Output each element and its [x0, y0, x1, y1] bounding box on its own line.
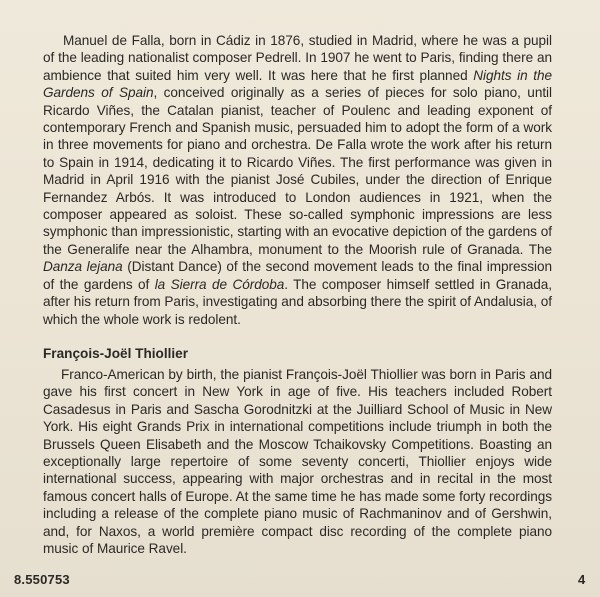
thiollier-text: Franco-American by birth, the pianist François-Joël Thiollier was born in Paris and gave his first concert in New York in age of five. His teachers included Robert Casadesus in Paris and Sascha Gorodnitzki at the Juilliard School of Music in New York. His eight Grands Prix in international competitions include triumph in both the Brussels Queen Elisabeth and the Moscow Tchaikovsky Competitions. Boasting an exceptionally large repertoire of some seventy concerti, Thiollier enjoys wide international success, appearing with major orchestras and in recital in the most famous concert halls of Europe. At the same time he has made some forty recordings including a release of the complete piano music of Rachmaninov and of Gershwin, and, for Naxos, a world première compact disc recording of the complete piano music of Maurice Ravel.	[43, 367, 552, 557]
falla-text-3: (Distant Dance) of the second movement leads to the final impression of the gardens of	[43, 259, 552, 292]
falla-text-2: , conceived originally as a series of pieces for solo piano, until Ricardo Viñes, the Catalan pianist, teacher of Poulenc and leading exponent of contemporary French and Spanish music, persuaded him to adopt the form of a work in three movements for piano and orchestra. De Falla wrote the work after his return to Spain in 1914, dedicating it to Ricardo Viñes. The first performance was given in Madrid in April 1916 with the pianist José Cubiles, under the direction of Enrique Fernandez Arbós. It was introduced to London audiences in 1921, when the composer appeared as soloist. These so-called symphonic impressions are less symphonic than impressionistic, starting with an evocative depiction of the gardens of the Generalife near the Alhambra, monument to the Moorish rule of Granada. The	[43, 85, 552, 257]
falla-text-1: Manuel de Falla, born in Cádiz in 1876, studied in Madrid, where he was a pupil of the leading nationalist composer Pedrell. In 1907 he went to Paris, finding there an ambience that suited him very well. It was here that he first planned	[43, 33, 552, 83]
falla-text-4: . The composer himself settled in Granada, after his return from Paris, investigating and absorbing there the spirit of Andalusia, of which the whole work is redolent.	[43, 276, 553, 327]
thiollier-paragraph	[43, 366, 552, 557]
sierra-title: la Sierra de Córdoba	[154, 276, 285, 292]
catalog-number: 8.550753	[14, 572, 70, 587]
danza-title: Danza lejana	[43, 259, 123, 275]
section-heading: François-Joël Thiollier	[43, 346, 189, 361]
page-number: 4	[578, 572, 586, 587]
falla-paragraph	[43, 32, 552, 328]
nights-title: Nights in the Gardens of Spain	[43, 67, 552, 101]
